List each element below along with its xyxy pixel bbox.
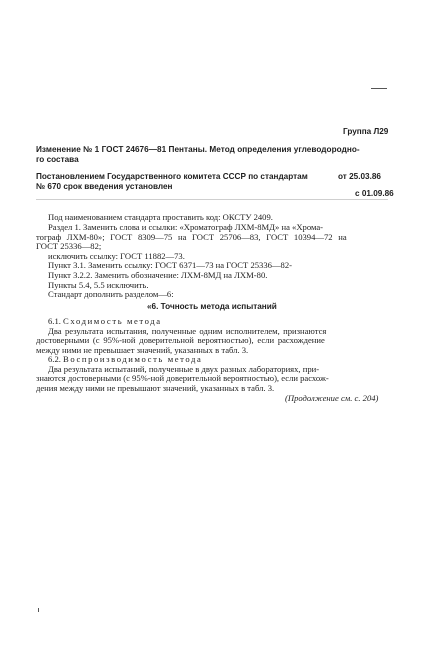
section-6-1-line-1: Два результата испытания, полученные одним исполнителем, признаются — [48, 326, 327, 336]
scan-mark-top — [371, 88, 387, 89]
body-line-4: ГОСТ 25336—82; — [36, 241, 102, 251]
section-6-2-heading — [48, 354, 202, 364]
section-6-2-title: Воспроизводимость метода — [63, 354, 203, 364]
section-6-2-number: 6.2. — [48, 354, 61, 364]
section-6-1-number: 6.1. — [48, 316, 61, 326]
section-6-2-line-3: дения между ними не превышают значений, указанных в табл. 3. — [36, 383, 275, 393]
effective-date-rule — [36, 199, 388, 200]
decree-date: от 25.03.86 — [338, 172, 381, 181]
body-line-5: исключить ссылку: ГОСТ 11882—73. — [48, 251, 185, 261]
decree-line-2: № 670 срок введения установлен — [36, 182, 173, 191]
body-line-8: Пункты 5.4, 5.5 исключить. — [48, 280, 149, 290]
section-6-1-line-3: между ними не превышает значений, указанных в табл. 3. — [36, 345, 249, 355]
scan-mark-bottom — [38, 608, 39, 612]
effective-date: с 01.09.86 — [355, 189, 394, 198]
body-line-6: Пункт 3.1. Заменить ссылку: ГОСТ 6371—73 на ГОСТ 25336—82- — [48, 260, 292, 270]
header-line-2: го состава — [36, 155, 79, 164]
body-line-9: Стандарт дополнить разделом—6: — [48, 289, 174, 299]
section-6-2-line-2: знаются достоверными (с 95%-ной доверительной вероятностью), если расхож- — [36, 373, 329, 383]
header-line-1: Изменение № 1 ГОСТ 24676—81 Пентаны. Метод определения углеводородно- — [36, 145, 360, 154]
decree-line-1: Постановлением Государственного комитета СССР по стандартам — [36, 172, 308, 181]
continuation-note: (Продолжение см. с. 204) — [285, 393, 379, 403]
section-6-1-heading — [48, 316, 162, 326]
body-line-2: Раздел 1. Заменить слова и ссылки: «Хроматограф ЛХМ-8МД» на «Хрома- — [48, 222, 324, 232]
body-line-3: тограф ЛХМ-80»; ГОСТ 8309—75 на ГОСТ 25706—83, ГОСТ 10394—72 на — [36, 232, 347, 242]
section-6-2-line-1: Два результата испытаний, полученные в двух разных лабораториях, при- — [48, 364, 320, 374]
group-label: Группа Л29 — [343, 127, 389, 136]
body-line-1: Под наименованием стандарта проставить код: ОКСТУ 2409. — [48, 212, 273, 222]
body-line-7: Пункт 3.2.2. Заменить обозначение: ЛХМ-8МД на ЛХМ-80. — [48, 270, 268, 280]
section-6-1-title: Сходимость метода — [63, 316, 162, 326]
section-6-title: «6. Точность метода испытаний — [147, 302, 277, 311]
section-6-1-line-2: достоверными (с 95%-ной доверительной вероятностью), если расхождение — [36, 335, 325, 345]
